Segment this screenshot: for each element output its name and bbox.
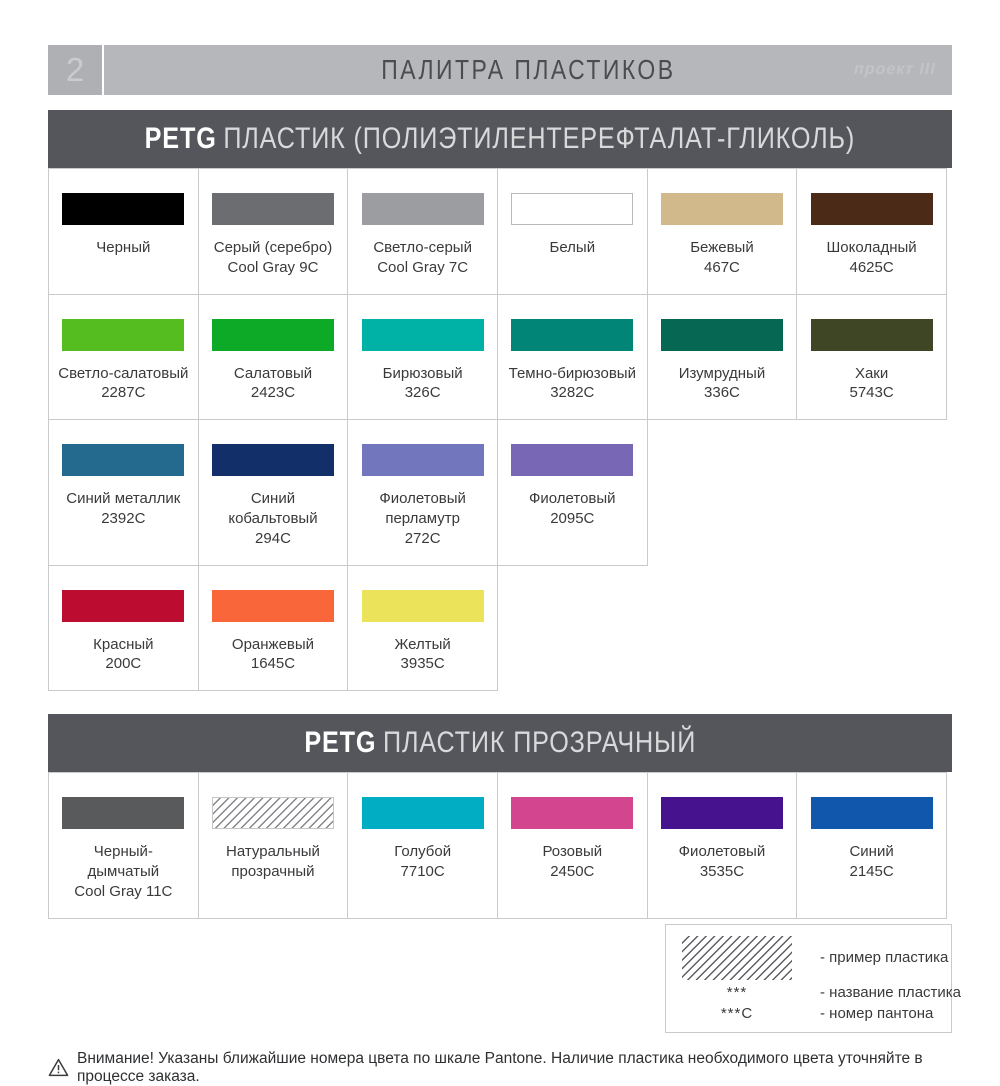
color-swatch [811,319,933,351]
section-title: PETG ПЛАСТИК (ПОЛИЭТИЛЕНТЕРЕФТАЛАТ-ГЛИКОЛЬ) [144,122,856,155]
footer-note-text: Внимание! Указаны ближайшие номера цвета по шкале Pantone. Наличие пластика необходимого цвета уточняйте в процессе заказа. [77,1049,923,1085]
warning-triangle-icon [48,1058,69,1077]
swatch-label [58,842,189,901]
swatch-label [208,489,339,548]
swatch-pantone-code: 2450C [550,862,595,880]
swatch-label [679,842,766,882]
swatch-pantone-code: 2423C [250,384,296,402]
swatch-cell [647,772,798,918]
swatch-cell [48,294,199,421]
swatch-cell [497,294,648,421]
swatch-name: Фиолетовый [529,490,616,508]
swatch-name: Желтый [394,635,451,653]
swatch-row [48,419,952,564]
swatch-name: Салатовый [233,364,313,382]
palette-section [48,110,952,690]
swatch-cell [796,294,947,421]
legend-name-label: - название пластика [820,983,962,1001]
swatch-label [690,238,754,278]
swatch-name: Фиолетовый перламутр [379,490,466,527]
swatch-name: Черный [96,239,151,256]
swatch-name: Светло-салатовый [58,364,189,382]
swatch-pantone-code: Cool Gray 7C [377,258,469,276]
swatch-pantone-code: 2095C [550,509,595,527]
page-number: 2 [48,45,102,95]
swatch-row [48,168,952,294]
swatch-label [849,842,893,882]
footer-note [48,1050,952,1086]
swatch-name: Изумрудный [678,364,766,382]
swatch-pantone-code: 1645C [250,655,296,673]
title-bar [104,45,952,95]
swatch-name: Оранжевый [231,635,315,653]
section-header [48,110,952,168]
swatch-pantone-code: 467C [704,258,740,276]
color-swatch [661,797,783,829]
swatch-label [214,238,332,278]
swatch-label [208,842,339,882]
color-swatch [62,797,184,829]
swatch-label [66,489,180,529]
swatch-label [542,842,602,882]
swatch-cell [347,419,498,565]
swatch-label [383,364,463,404]
swatch-cell [48,419,199,565]
swatch-name: Черный-дымчатый [87,843,160,880]
palette-sections [48,110,952,918]
swatch-name: Светло-серый [373,239,472,256]
section-title: PETG ПЛАСТИК ПРОЗРАЧНЫЙ [304,726,696,760]
color-swatch [362,444,484,476]
swatch-pantone-code: 326C [404,384,441,402]
page-title: ПАЛИТРА ПЛАСТИКОВ [380,54,676,85]
swatch-name: Темно-бирюзовый [508,364,636,382]
legend [665,924,962,1033]
swatch-name: Синий металлик [66,490,181,508]
swatch-cell [347,294,498,421]
swatch-name: Фиолетовый [678,843,766,861]
swatch-row [48,772,952,917]
color-swatch [511,193,633,225]
swatch-pantone-code: 294C [255,529,291,547]
swatch-pantone-code: 3935C [400,655,445,673]
swatch-name: Синий [849,843,894,861]
swatch-label [679,364,766,404]
page-header [48,45,952,95]
color-swatch [362,797,484,829]
swatch-name: Хаки [854,364,889,382]
swatch-label [93,635,153,675]
swatch-label [850,364,894,404]
color-swatch [661,319,783,351]
swatch-pantone-code: 2145C [849,862,894,880]
section-header [48,714,952,772]
swatch-label [827,238,917,278]
swatch-label [234,364,312,404]
swatch-name: Шоколадный [826,239,917,256]
swatch-name: Голубой [394,843,452,861]
swatch-pantone-code: Cool Gray 9C [227,258,319,276]
swatch-cell [198,772,349,918]
color-swatch [811,797,933,829]
swatch-name: Бежевый [690,239,754,256]
swatch-name: Красный [93,635,154,653]
swatch-cell [497,168,648,295]
legend-wrap [48,924,962,1033]
legend-stars-code: ***C [720,1004,754,1022]
swatch-pantone-code: 2287C [101,384,146,402]
color-swatch [212,444,334,476]
swatch-cell [497,772,648,918]
swatch-row [48,294,952,420]
color-swatch [362,319,484,351]
color-swatch [62,590,184,622]
color-swatch [511,444,633,476]
swatch-name: Серый (серебро) [213,239,333,256]
swatch-name: Белый [549,239,596,256]
swatch-pantone-code: 336C [704,384,740,402]
swatch-pantone-code: 3535C [699,862,745,880]
swatch-pantone-code: 2392C [101,509,146,527]
swatch-pantone-code: 5743C [849,384,894,402]
swatch-row [48,565,952,691]
swatch-pantone-code: 200C [105,655,142,673]
swatch-cell [647,294,798,421]
color-swatch [811,193,933,225]
color-swatch [511,797,633,829]
swatch-label [509,364,636,404]
legend-sample-label: - пример пластика [820,949,949,967]
swatch-label [394,635,450,675]
swatch-cell [198,294,349,421]
swatch-label [232,635,314,675]
swatch-name: Бирюзовый [382,364,463,382]
swatch-label [357,489,488,548]
swatch-cell [497,419,648,565]
color-swatch [212,319,334,351]
swatch-cell [198,168,349,295]
swatch-cell [347,168,498,295]
swatch-cell [198,565,349,692]
swatch-pantone-code: 7710C [400,862,445,880]
brand-logo: проект III [852,61,938,78]
legend-sample-hatch-swatch [682,936,792,980]
color-swatch [511,319,633,351]
swatch-label [96,238,150,258]
swatch-label [549,238,595,258]
swatch-name: Розовый [542,843,603,861]
color-swatch [362,590,484,622]
color-swatch [62,444,184,476]
hatch-swatch [212,797,334,829]
legend-code-label: - номер пантона [820,1004,934,1022]
swatch-cell [48,772,199,918]
swatch-name: Синий кобальтовый [228,490,318,527]
color-swatch [661,193,783,225]
swatch-pantone-code: 272C [404,529,441,547]
swatch-label [58,364,188,404]
swatch-cell [48,168,199,295]
swatch-name: Натуральный прозрачный [226,843,320,880]
swatch-cell [198,419,349,565]
swatch-pantone-code: Cool Gray 11C [74,882,173,900]
swatch-cell [48,565,199,692]
swatch-label [373,238,472,278]
color-swatch [212,193,334,225]
swatch-cell [647,168,798,295]
color-swatch [62,319,184,351]
swatch-cell [347,772,498,918]
swatch-pantone-code: 4625C [849,258,894,276]
color-swatch [362,193,484,225]
palette-section [48,714,952,917]
color-swatch [212,590,334,622]
swatch-label [529,489,616,529]
legend-stars-name: *** [726,983,748,1001]
swatch-cell [796,168,947,295]
color-swatch [62,193,184,225]
swatch-cell [347,565,498,692]
swatch-cell [796,772,947,918]
swatch-label [394,842,451,882]
swatch-pantone-code: 3282C [550,384,595,402]
